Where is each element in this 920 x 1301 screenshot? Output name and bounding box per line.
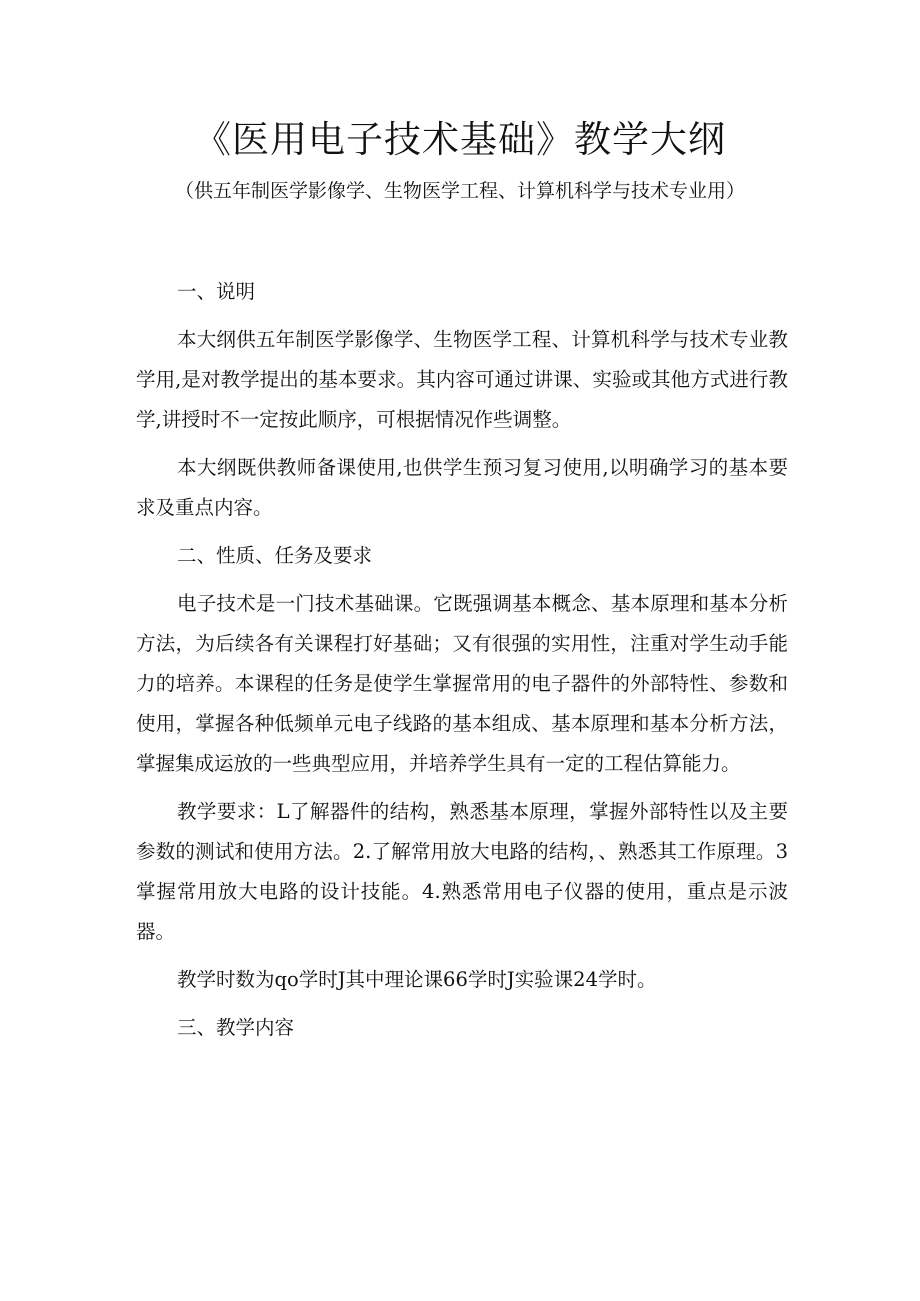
body-paragraph: 电子技术是一门技术基础课。它既强调基本概念、基本原理和基本分析方法，为后续各有关课程打好基础；又有很强的实用性，注重对学生动手能力的培养。本课程的任务是使学生掌握常用的电子器件的外部特性、参数和使用，掌握各种低频单元电子线路的基本组成、基本原理和基本分析方法，掌握集成运放的一些典型应用，并培养学生具有一定的工程估算能力。 bbox=[136, 592, 788, 775]
section-heading-explanation: 一、说明 bbox=[177, 280, 256, 303]
body-paragraph-hours: 教学时数为qo学时J其中理论课66学时J实验课24学时。 bbox=[177, 968, 657, 991]
document-subtitle: （供五年制医学影像学、生物医学工程、计算机科学与技术专业用） bbox=[174, 180, 745, 202]
body-paragraph: 本大纲既供教师备课使用,也供学生预习复习使用,以明确学习的基本要求及重点内容。 bbox=[136, 456, 788, 519]
body-paragraph: 本大纲供五年制医学影像学、生物医学工程、计算机科学与技术专业教学用,是对教学提出的基本要求。其内容可通过讲课、实验或其他方式进行教学,讲授时不一定按此顺序，可根据情况作些调整。 bbox=[136, 328, 788, 431]
document-body bbox=[136, 272, 788, 1056]
section-heading-nature-tasks: 二、性质、任务及要求 bbox=[177, 544, 373, 567]
document-title: 《医用电子技术基础》教学大纲 bbox=[194, 118, 726, 161]
body-paragraph-requirements: 教学要求：L了解器件的结构，熟悉基本原理，掌握外部特性以及主要参数的测试和使用方法。2.了解常用放大电路的结构，、熟悉其工作原理。3掌握常用放大电路的设计技能。4.熟悉常用电子仪器的使用，重点是示波器。 bbox=[136, 800, 788, 943]
section-heading-content: 三、教学内容 bbox=[177, 1016, 295, 1039]
